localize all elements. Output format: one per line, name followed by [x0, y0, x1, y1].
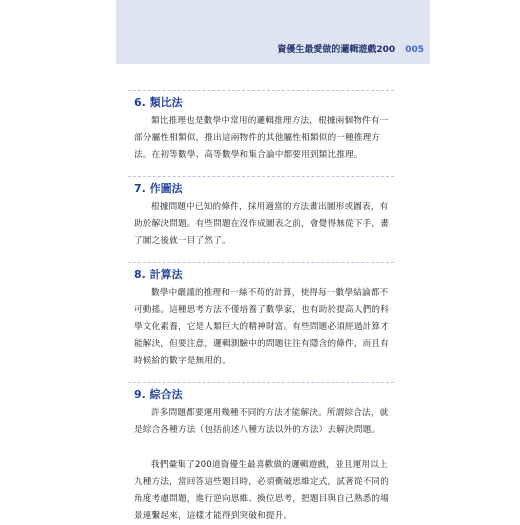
running-header [277, 42, 424, 55]
section-title: 6. 類比法 [134, 96, 183, 109]
section-heading [128, 382, 394, 403]
section-body: 許多問題都要運用幾種不同的方法才能解決。所謂綜合法，就是綜合各種方法（包括前述八種方法以外的方法）去解決問題。 [134, 408, 389, 435]
header-band [116, 0, 430, 64]
section-heading [128, 90, 394, 111]
page-content [128, 90, 394, 525]
page-number: 005 [405, 45, 424, 55]
section-heading [128, 262, 394, 283]
section-body: 根據問題中已知的條件，採用適當的方法畫出圖形或圖表，有助於解決問題。有些問題在沒作成圖表之前，會覺得無從下手，畫了圖之後就一目了然了。 [134, 202, 390, 246]
section-analogy [128, 90, 394, 164]
section-heading [128, 176, 394, 197]
section-calculation [128, 262, 394, 370]
section-synthesis [128, 382, 394, 439]
section-drawing [128, 176, 394, 250]
section-title: 8. 計算法 [134, 268, 183, 281]
section-body: 類比推理也是數學中常用的邏輯推理方法，根據兩個物件有一部分屬性相類似，推出這兩物件的其他屬性相類似的一種推理方法。在初等數學、高等數學和集合論中都要用到類比推理。 [134, 116, 389, 160]
book-title: 資優生最愛做的邏輯遊戲200 [277, 45, 396, 55]
section-title: 9. 綜合法 [134, 388, 183, 401]
closing-paragraph: 我們彙集了200道資優生最喜歡做的邏輯遊戲，並且運用以上九種方法，當回答這些題目時，必須衝破思維定式，試著從不同的角度考慮問題，進行逆向思維、換位思考，把題目與自己熟悉的場景連繫起來，這樣才能得到突破和提升。 [134, 460, 390, 521]
section-title: 7. 作圖法 [134, 182, 183, 195]
section-body: 數學中嚴謹的推理和一絲不苟的計算，使得每一數學結論都不可動搖。這種思考方法不僅培養了數學家，也有助於提高人們的科學文化素養，它是人類巨大的精神財富。有些問題必須經過計算才能解決，但要注意，邏輯測驗中的問題往往有隱含的條件，而且有時候給的數字是無用的。 [134, 288, 390, 366]
